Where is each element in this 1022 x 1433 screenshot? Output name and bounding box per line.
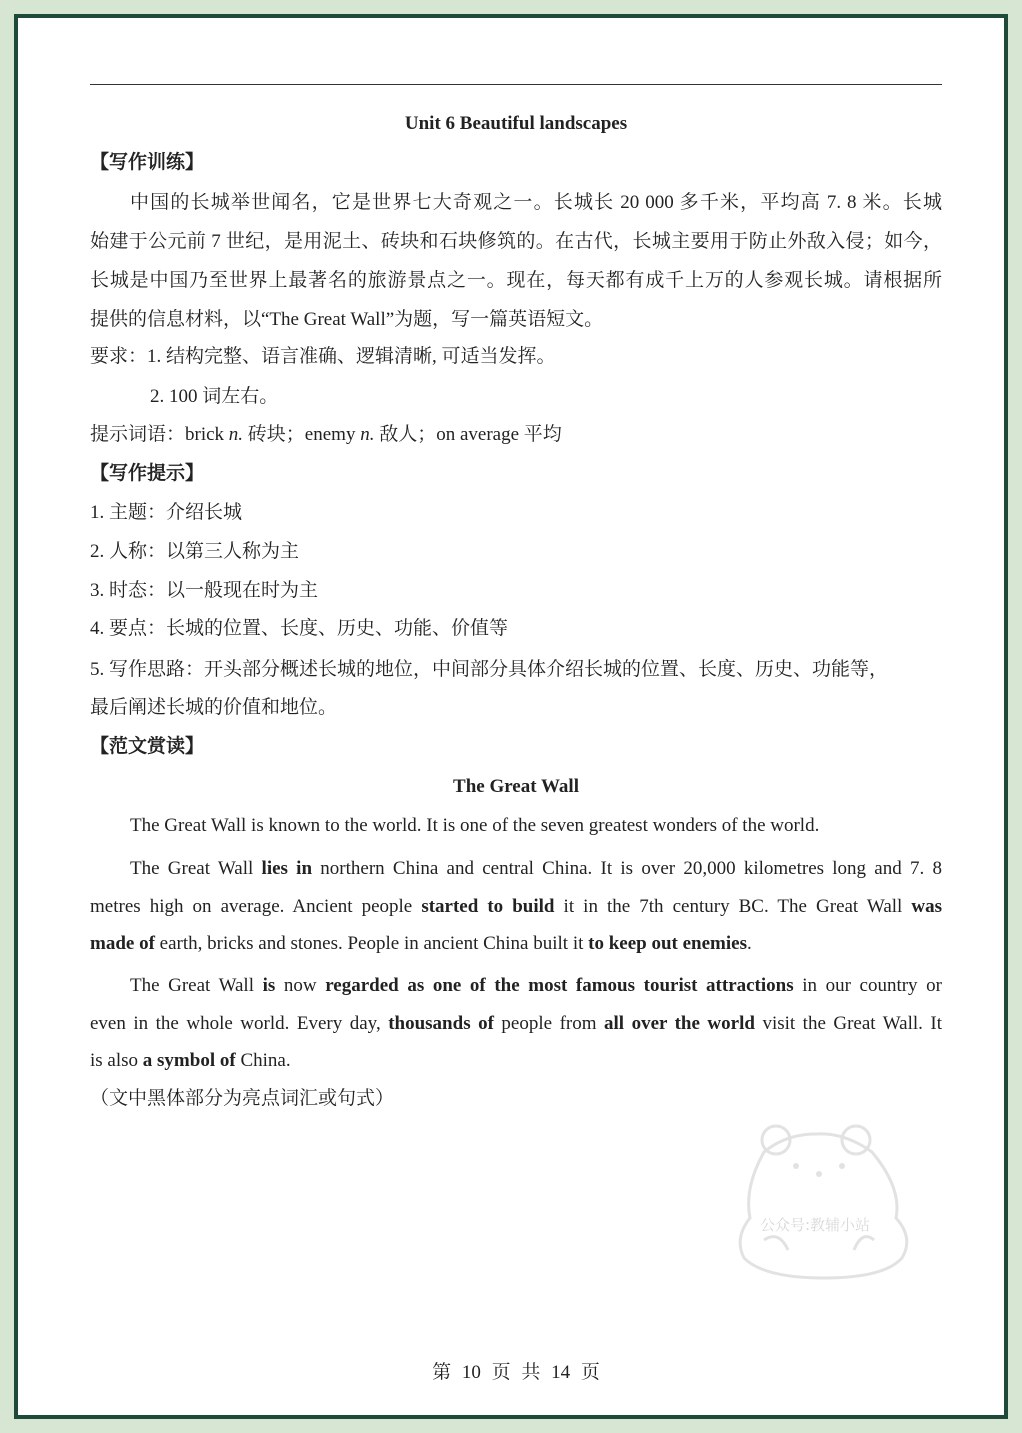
essay-text: it in the 7th century BC. The Great Wall <box>554 896 912 917</box>
essay-text: visit the Great Wall. It <box>754 1013 942 1034</box>
page-number-footer: 第 10 页 共 14 页 <box>432 1362 600 1383</box>
prompt-line-3: 长城是中国乃至世界上最著名的旅游景点之一。现在，每天都有成千上万的人参观长城。请根据所 <box>90 270 942 291</box>
essay-text: metres high on average. Ancient people <box>90 896 422 917</box>
essay-highlight: started to build <box>421 896 555 917</box>
header-rule <box>90 84 942 85</box>
page-frame <box>14 14 1008 1419</box>
essay-line-6 <box>90 1011 942 1037</box>
essay-highlight: regarded as one of the most famous tourist attractions <box>325 975 794 996</box>
tip-5-line-2: 最后阐述长城的价值和地位。 <box>90 697 338 718</box>
watermark-text: 公众号:教辅小站 <box>760 1216 871 1234</box>
essay-line-2 <box>90 856 942 882</box>
essay-line-1: The Great Wall is known to the world. It is one of the seven greatest wonders of the world. <box>130 815 820 836</box>
highlight-note: （文中黑体部分为亮点词汇或句式） <box>90 1088 395 1109</box>
essay-text: is also <box>90 1050 143 1071</box>
essay-line-4 <box>90 931 942 957</box>
essay-text: in our country or <box>793 975 942 996</box>
tip-1: 1. 主题：介绍长城 <box>90 502 243 523</box>
essay-highlight: a symbol of <box>142 1050 236 1071</box>
hint-text: 砖块；enemy <box>243 424 361 445</box>
essay-text: . <box>746 933 752 954</box>
essay-highlight: thousands of <box>388 1013 494 1034</box>
unit-title: Unit 6 Beautiful landscapes <box>404 113 628 134</box>
prompt-line-2: 始建于公元前 7 世纪，是用泥土、砖块和石块修筑的。在古代，长城主要用于防止外敌入侵；如今， <box>90 231 942 252</box>
essay-text: The Great Wall <box>130 975 263 996</box>
essay-text: now <box>275 975 326 996</box>
essay-text: even in the whole world. Every day, <box>90 1013 389 1034</box>
essay-title: The Great Wall <box>453 776 579 797</box>
essay-highlight: all over the world <box>604 1013 755 1034</box>
tip-5-line-1: 5. 写作思路：开头部分概述长城的地位，中间部分具体介绍长城的位置、长度、历史、功能等， <box>90 659 889 680</box>
essay-line-3 <box>90 894 942 920</box>
essay-text: people from <box>493 1013 605 1034</box>
section-heading-writing-training: 【写作训练】 <box>90 152 205 173</box>
tip-4: 4. 要点：长城的位置、长度、历史、功能、价值等 <box>90 618 509 639</box>
hint-text: 提示词语：brick <box>90 424 229 445</box>
essay-text: The Great Wall <box>130 858 262 879</box>
essay-text: China. <box>235 1050 291 1071</box>
essay-highlight: made of <box>90 933 155 954</box>
essay-highlight: is <box>262 975 276 996</box>
requirement-1: 要求：1. 结构完整、语言准确、逻辑清晰, 可适当发挥。 <box>90 346 556 367</box>
requirement-2: 2. 100 词左右。 <box>150 386 279 407</box>
section-heading-writing-tips: 【写作提示】 <box>90 463 205 484</box>
prompt-line-1: 中国的长城举世闻名，它是世界七大奇观之一。长城长 20 000 多千米，平均高 7. 8 米。长城 <box>130 192 942 213</box>
section-heading-model-essay: 【范文赏读】 <box>90 736 205 757</box>
essay-line-5 <box>90 973 942 999</box>
prompt-line-4: 提供的信息材料，以“The Great Wall”为题，写一篇英语短文。 <box>90 309 604 330</box>
hint-text: 敌人；on average 平均 <box>374 424 562 445</box>
hint-pos: n. <box>228 424 244 445</box>
tip-2: 2. 人称：以第三人称为主 <box>90 541 300 562</box>
essay-highlight: was <box>911 896 943 917</box>
hint-words <box>90 422 942 448</box>
essay-highlight: lies in <box>261 858 313 879</box>
essay-text: earth, bricks and stones. People in ancient China built it <box>154 933 589 954</box>
hint-pos: n. <box>360 424 375 445</box>
bear-watermark-icon <box>724 1118 924 1288</box>
essay-line-7 <box>90 1048 942 1074</box>
essay-text: northern China and central China. It is over 20,000 kilometres long and 7. 8 <box>312 858 942 879</box>
essay-highlight: to keep out enemies <box>588 933 747 954</box>
tip-3: 3. 时态：以一般现在时为主 <box>90 580 319 601</box>
